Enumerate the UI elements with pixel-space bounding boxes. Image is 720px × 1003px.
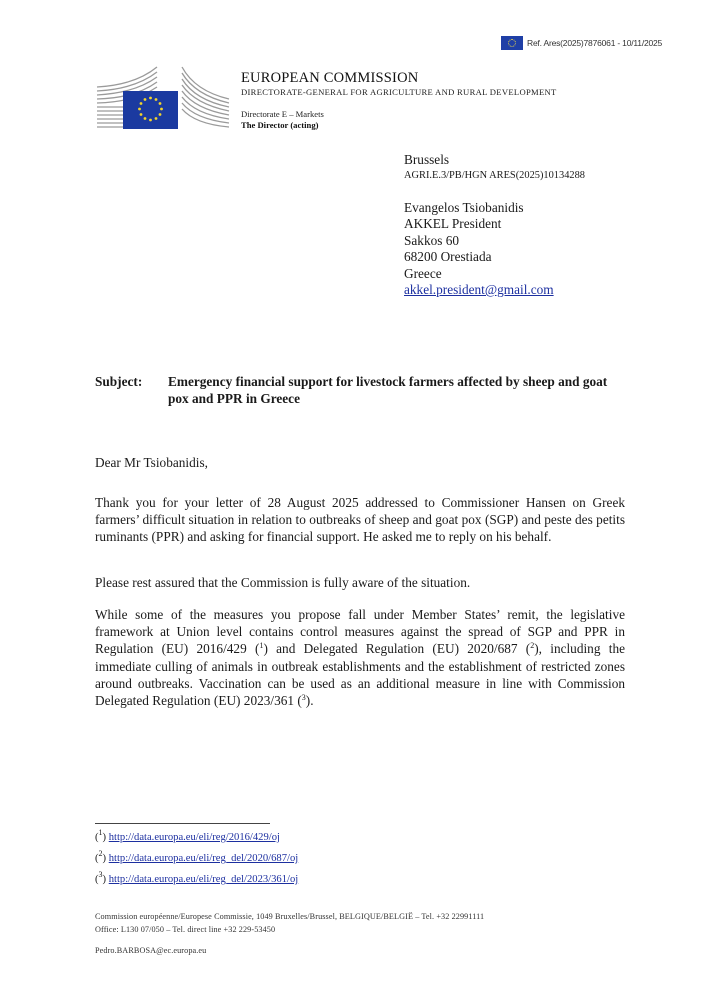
sender-role: The Director (acting)	[241, 120, 319, 130]
recipient-email-link[interactable]: akkel.president@gmail.com	[404, 282, 554, 297]
footnote-ref-3[interactable]: 3	[301, 693, 306, 703]
paragraph-text: While some of the measures you propose fall under Member States’ remit, the legislative framework at Union level contains control measures against the spread of SGP and PPR in Regulation (EU) 2016/429 (	[95, 607, 625, 657]
organisation-title: EUROPEAN COMMISSION	[241, 70, 419, 86]
directorate-general: DIRECTORATE-GENERAL FOR AGRICULTURE AND RURAL DEVELOPMENT	[241, 87, 557, 97]
footnote-link-1[interactable]: http://data.europa.eu/eli/reg/2016/429/oj	[108, 832, 280, 843]
footnote-number: 3	[98, 870, 103, 879]
footer-address: Commission européenne/Europese Commissie, 1049 Bruxelles/Brussel, BELGIQUE/BELGIË – Tel. +32 22991111	[95, 912, 485, 921]
footer-email: Pedro.BARBOSA@ec.europa.eu	[95, 946, 207, 955]
footnote-ref-2[interactable]: 2	[530, 641, 535, 651]
address-block	[404, 152, 585, 299]
recipient-street: Sakkos 60	[404, 232, 460, 248]
footnote-2: ($^2$) http://data.europa.eu/eli/reg_del/2020/687/oj	[95, 849, 299, 864]
registration-stamp	[501, 36, 662, 50]
body-paragraph-2: Please rest assured that the Commission is fully aware of the situation.	[95, 575, 471, 590]
building-lines-right-icon	[182, 67, 229, 127]
place: Brussels	[404, 152, 450, 167]
recipient-city: 68200 Orestiada	[404, 249, 492, 264]
stamp-reference: Ref. Ares(2025)7876061 - 10/11/2025	[527, 38, 663, 48]
recipient-title: AKKEL President	[404, 216, 502, 231]
footnote-link-2[interactable]: http://data.europa.eu/eli/reg_del/2020/687/oj	[108, 853, 299, 864]
recipient-name: Evangelos Tsiobanidis	[404, 199, 524, 215]
footnote-link-3[interactable]: http://data.europa.eu/eli/reg_del/2023/361/oj	[108, 874, 299, 885]
footnote-ref-1[interactable]: 1	[259, 641, 264, 651]
subject-label: Subject:	[95, 374, 143, 389]
directorate: Directorate E – Markets	[241, 109, 324, 119]
footnote-number: 2	[98, 849, 103, 858]
footer-office: Office: L130 07/050 – Tel. direct line +32 229-53450	[95, 925, 276, 934]
salutation: Dear Mr Tsiobanidis,	[95, 455, 208, 470]
recipient-country: Greece	[404, 265, 442, 281]
footnote-1: ($^1$) http://data.europa.eu/eli/reg/2016/429/oj	[95, 828, 280, 843]
paragraph-text: ) and Delegated Regulation (EU) 2020/687 (	[263, 641, 531, 657]
footnote-3: ($^3$) http://data.europa.eu/eli/reg_del/2023/361/oj	[95, 870, 299, 885]
reference-number: AGRI.E.3/PB/HGN ARES(2025)10134288	[404, 169, 585, 181]
paragraph-text: ).	[305, 693, 314, 709]
subject-text: Emergency financial support for livestock farmers affected by sheep and goat pox and PPR in Greece	[168, 374, 608, 406]
eu-flag-icon	[501, 36, 523, 50]
european-commission-logo	[95, 63, 230, 131]
body-paragraph-3	[95, 606, 625, 709]
footnote-number: 1	[98, 828, 103, 837]
paragraph-text: ), including the immediate culling of animals in outbreak establishments and the establishment of restricted zones around outbreaks. Vaccination can be used as an additional measure in line with Commission Delegated Regulation (EU) 2023/361 (	[95, 641, 625, 709]
body-paragraph-1: Thank you for your letter of 28 August 2025 addressed to Commissioner Hansen on Greek farmers’ difficult situation in relation to outbreaks of sheep and goat pox (SGP) and peste des petits ruminants (PPR) and asking for financial support. He asked me to reply on his behalf.	[95, 495, 625, 545]
footnote-separator	[95, 823, 270, 824]
